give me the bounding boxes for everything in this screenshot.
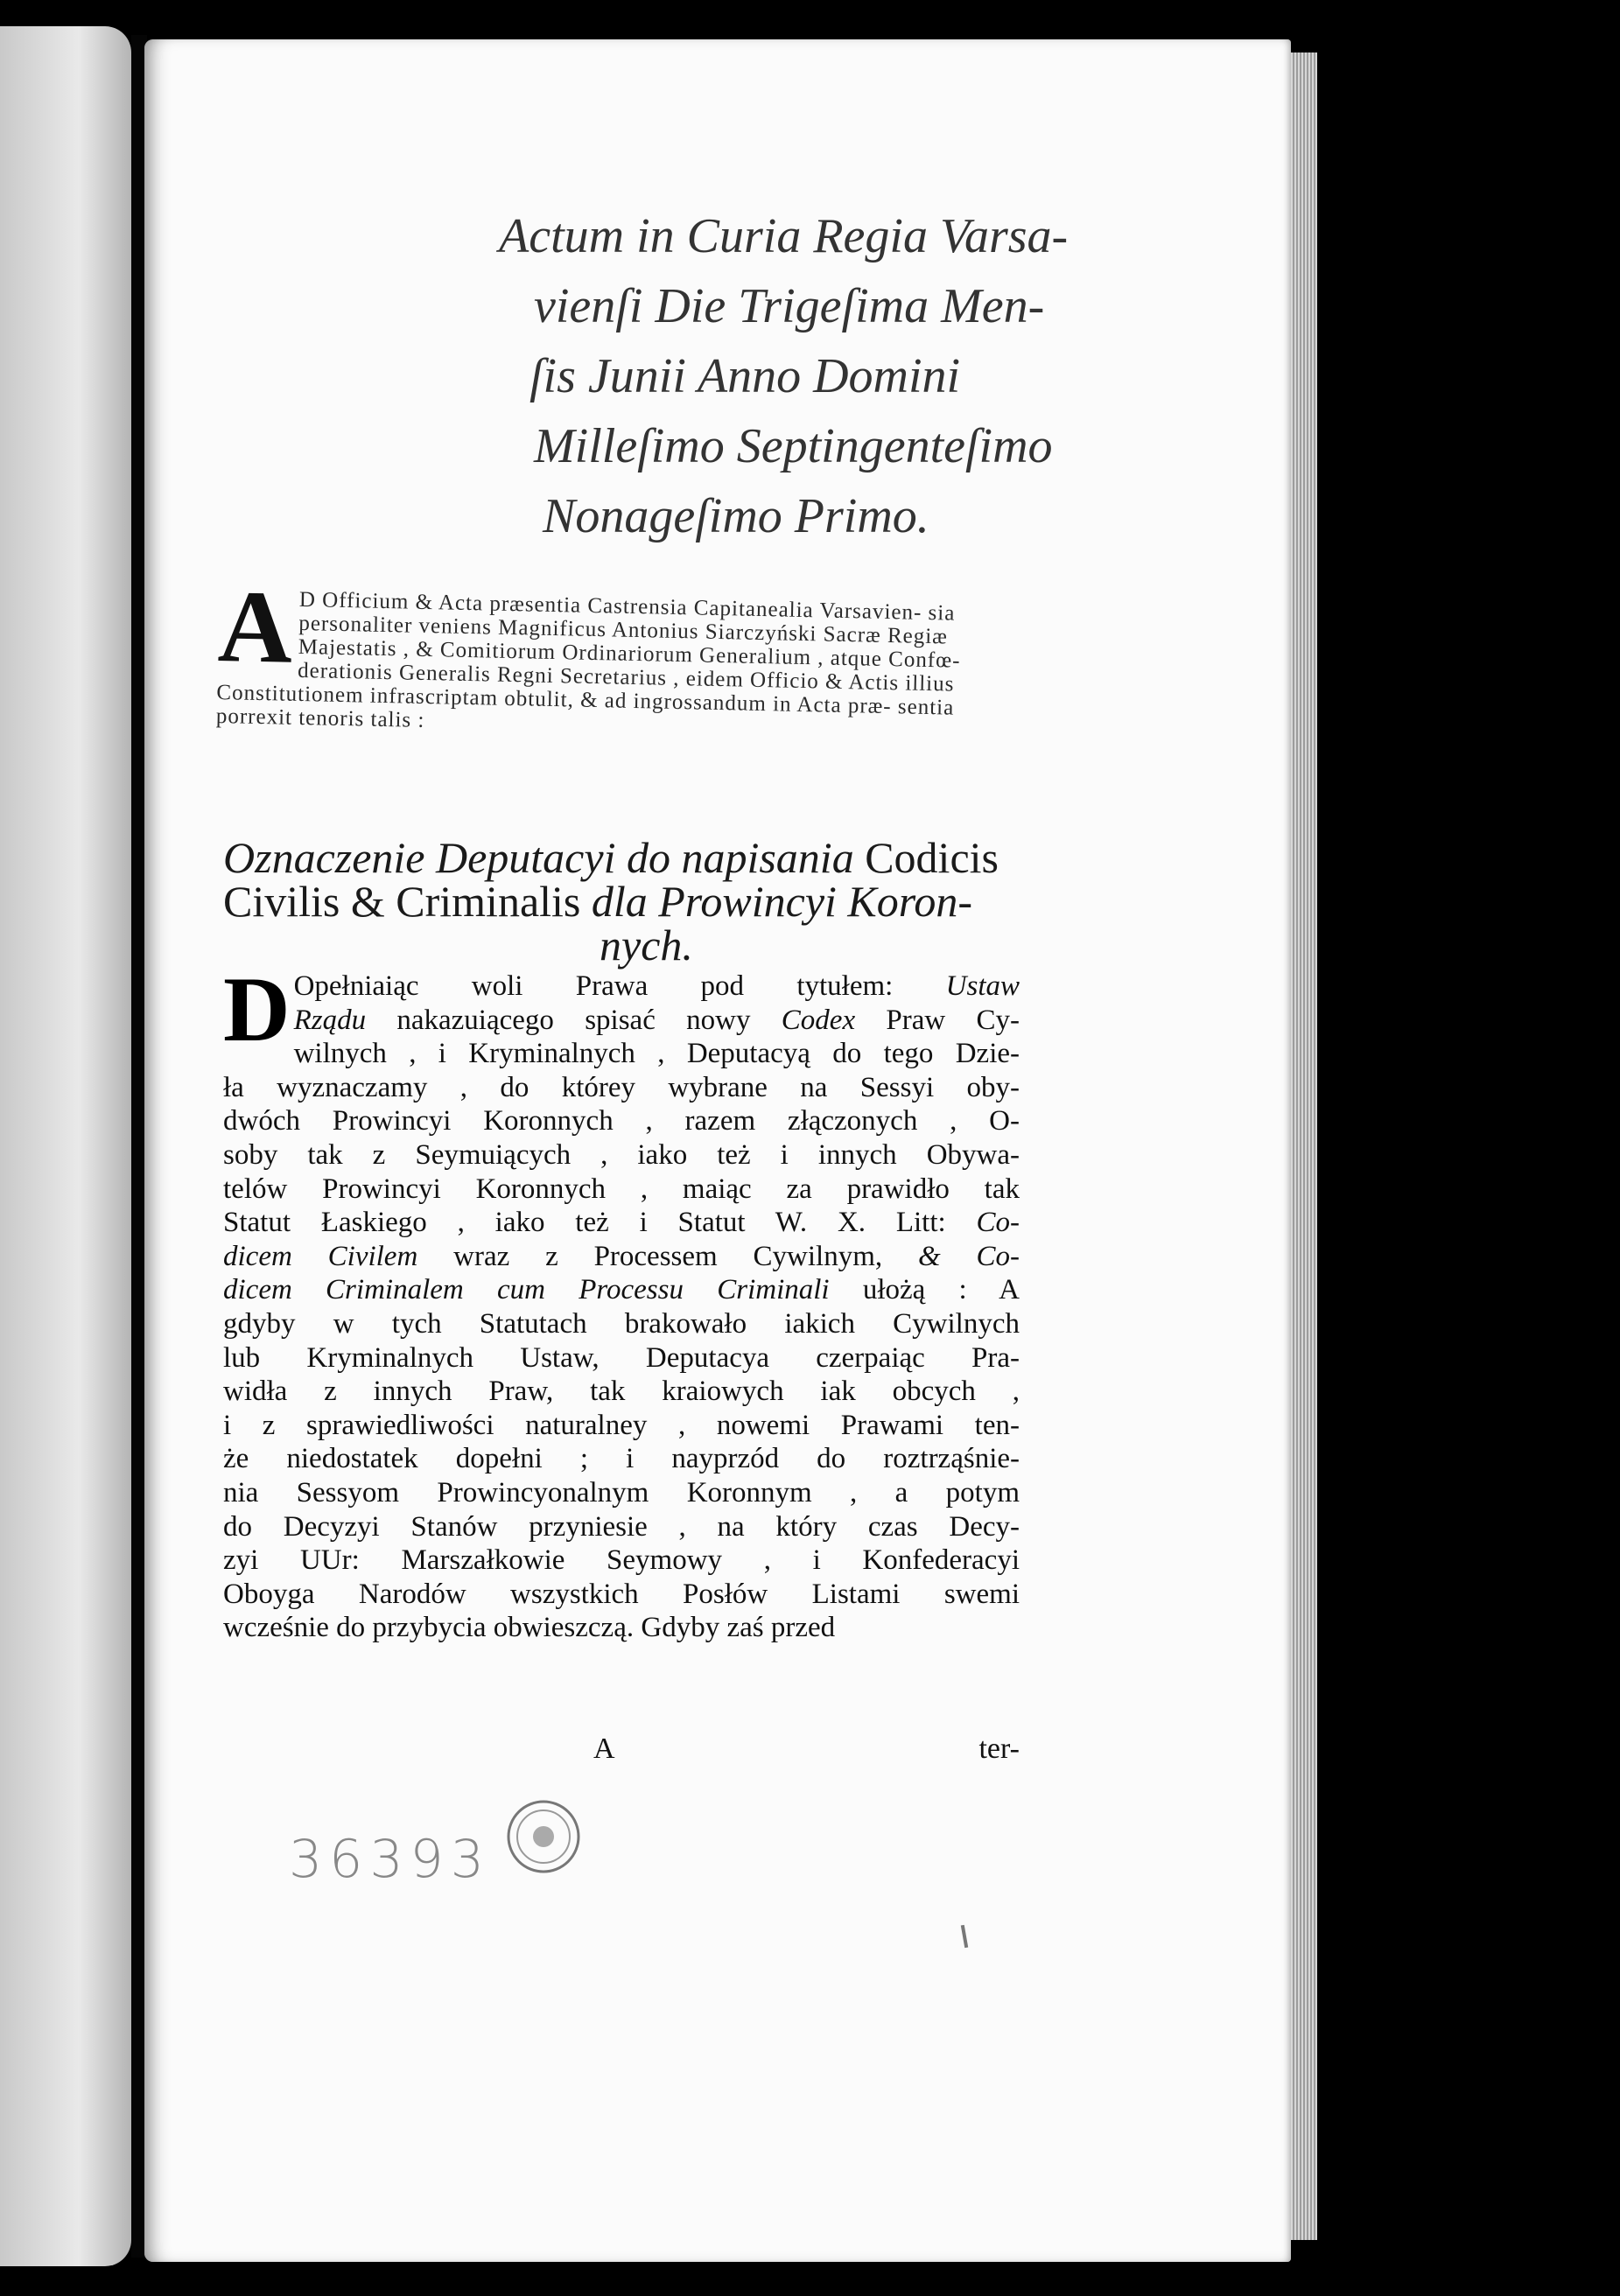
title-text: Oznaczenie Deputacyi do napisania	[223, 833, 854, 882]
title-text: Civilis & Criminalis	[223, 877, 581, 926]
text-run: soby tak z Seymuiących , iako też i innych Obywa-	[223, 1138, 1020, 1171]
text-run: Codex	[781, 1004, 856, 1036]
document-title	[223, 833, 1028, 970]
text-line	[223, 1611, 1020, 1645]
latin-text: D Officium & Acta præsentia Castrensia Capitanealia Varsavien- sia personaliter veniens Magnificus Antonius Siarczyński Sacræ Regiæ Majestatis , & Comitiorum Ordinariorum Generalium , atque Confœ- derationis Generalis Regni Secretarius , eidem Officio & Actis illius Constitutionem infrascriptam obtulit, & ad ingrossandum in Acta præ- sentia porrexit tenoris talis :	[215, 587, 961, 732]
text-line	[223, 970, 1020, 1004]
text-run: zyi UUr: Marszałkowie Seymowy , i Konfederacyi	[223, 1544, 1020, 1577]
text-run: dicem Criminalem cum Processu Criminali	[223, 1274, 830, 1306]
text-run: wraz z Processem Cywilnym,	[417, 1240, 918, 1272]
heading-line: vienſi Die Trigeſima Men-	[534, 279, 1045, 333]
text-line	[223, 1104, 1020, 1138]
library-stamp	[504, 1797, 583, 1876]
signature-mark: A	[593, 1732, 615, 1765]
text-line	[223, 1578, 1020, 1612]
page-stack-edge	[1291, 52, 1317, 2240]
heading-line: Actum in Curia Regia Varsa-	[499, 209, 1069, 263]
previous-page-edge	[0, 26, 131, 2266]
text-line	[223, 1240, 1020, 1274]
page-footer	[223, 1732, 1020, 1768]
text-line	[223, 1307, 1020, 1341]
text-run: nakazuiącego spisać nowy	[366, 1004, 782, 1036]
title-line	[223, 877, 1028, 926]
text-line	[223, 1071, 1020, 1105]
heading-line: ſis Junii Anno Domini	[529, 349, 961, 403]
text-line	[223, 1476, 1020, 1510]
catchword: ter-	[978, 1732, 1020, 1765]
text-run: dwóch Prowincyi Koronnych , razem złączonych , O-	[223, 1105, 1020, 1138]
text-run: dicem Civilem	[223, 1240, 418, 1272]
text-run: Oboyga Narodów wszystkich Posłów Listami swemi	[223, 1578, 1020, 1610]
body-paragraph	[223, 958, 1020, 1645]
drop-cap: D	[223, 958, 291, 1060]
text-run: że niedostatek dopełni ; i nayprzód do roztrząśnie-	[223, 1443, 1020, 1475]
text-line	[223, 1510, 1020, 1544]
text-line	[223, 1375, 1020, 1409]
text-run: do Decyzyi Stanów przyniesie , na który czas Decy-	[223, 1510, 1020, 1543]
text-line	[223, 1037, 1020, 1071]
text-line	[223, 1442, 1020, 1476]
title-line: nych.	[600, 920, 693, 970]
text-line	[223, 1341, 1020, 1376]
text-run: Opełniaiąc woli Prawa pod tytułem:	[293, 970, 946, 1002]
text-line	[223, 1004, 1020, 1038]
drop-cap: A	[216, 569, 295, 685]
text-run: & Co-	[917, 1240, 1020, 1272]
heading-line: Milleſimo Septingenteſimo	[534, 419, 1053, 473]
heading-line: Nonageſimo Primo.	[543, 489, 929, 543]
text-run: nia Sessyom Prowincyonalnym Koronnym , a potym	[223, 1476, 1020, 1508]
library-shelfmark: 36393	[289, 1829, 491, 1890]
text-run: Rządu	[293, 1004, 367, 1036]
text-run: ła wyznaczamy , do którey wybrane na Sessyi oby-	[223, 1071, 1020, 1103]
title-line	[223, 833, 1028, 882]
page-heading	[499, 201, 1069, 551]
text-run: ułożą : A	[829, 1274, 1020, 1306]
text-line	[223, 1544, 1020, 1578]
text-line	[223, 1206, 1020, 1240]
text-run: Ustaw	[945, 970, 1020, 1002]
title-text: Codicis	[853, 833, 999, 882]
text-run: lub Kryminalnych Ustaw, Deputacya czerpaiąc Pra-	[223, 1341, 1020, 1374]
text-line	[223, 1273, 1020, 1307]
text-line	[223, 1409, 1020, 1443]
text-run: i z sprawiedliwości naturalney , nowemi Prawami ten-	[223, 1409, 1020, 1441]
text-line	[223, 1138, 1020, 1172]
text-run: widła z innych Praw, tak kraiowych iak obcych ,	[223, 1376, 1020, 1408]
title-text: dla Prowincyi Koron-	[580, 877, 973, 926]
text-run: wilnych , i Kryminalnych , Deputacyą do tego Dzie-	[293, 1038, 1020, 1070]
text-run: wcześnie do przybycia obwieszczą. Gdyby zaś przed	[223, 1612, 836, 1644]
text-run: Statut Łaskiego , iako też i Statut W. X. Litt:	[223, 1207, 977, 1239]
text-run: telów Prowincyi Koronnych , maiąc za prawidło tak	[223, 1172, 1020, 1205]
text-run: Co-	[976, 1207, 1020, 1239]
text-line	[223, 1172, 1020, 1207]
text-run: Praw Cy-	[855, 1004, 1020, 1036]
latin-paragraph	[215, 569, 1033, 745]
text-run: gdyby w tych Statutach brakowało iakich Cywilnych	[223, 1307, 1020, 1340]
